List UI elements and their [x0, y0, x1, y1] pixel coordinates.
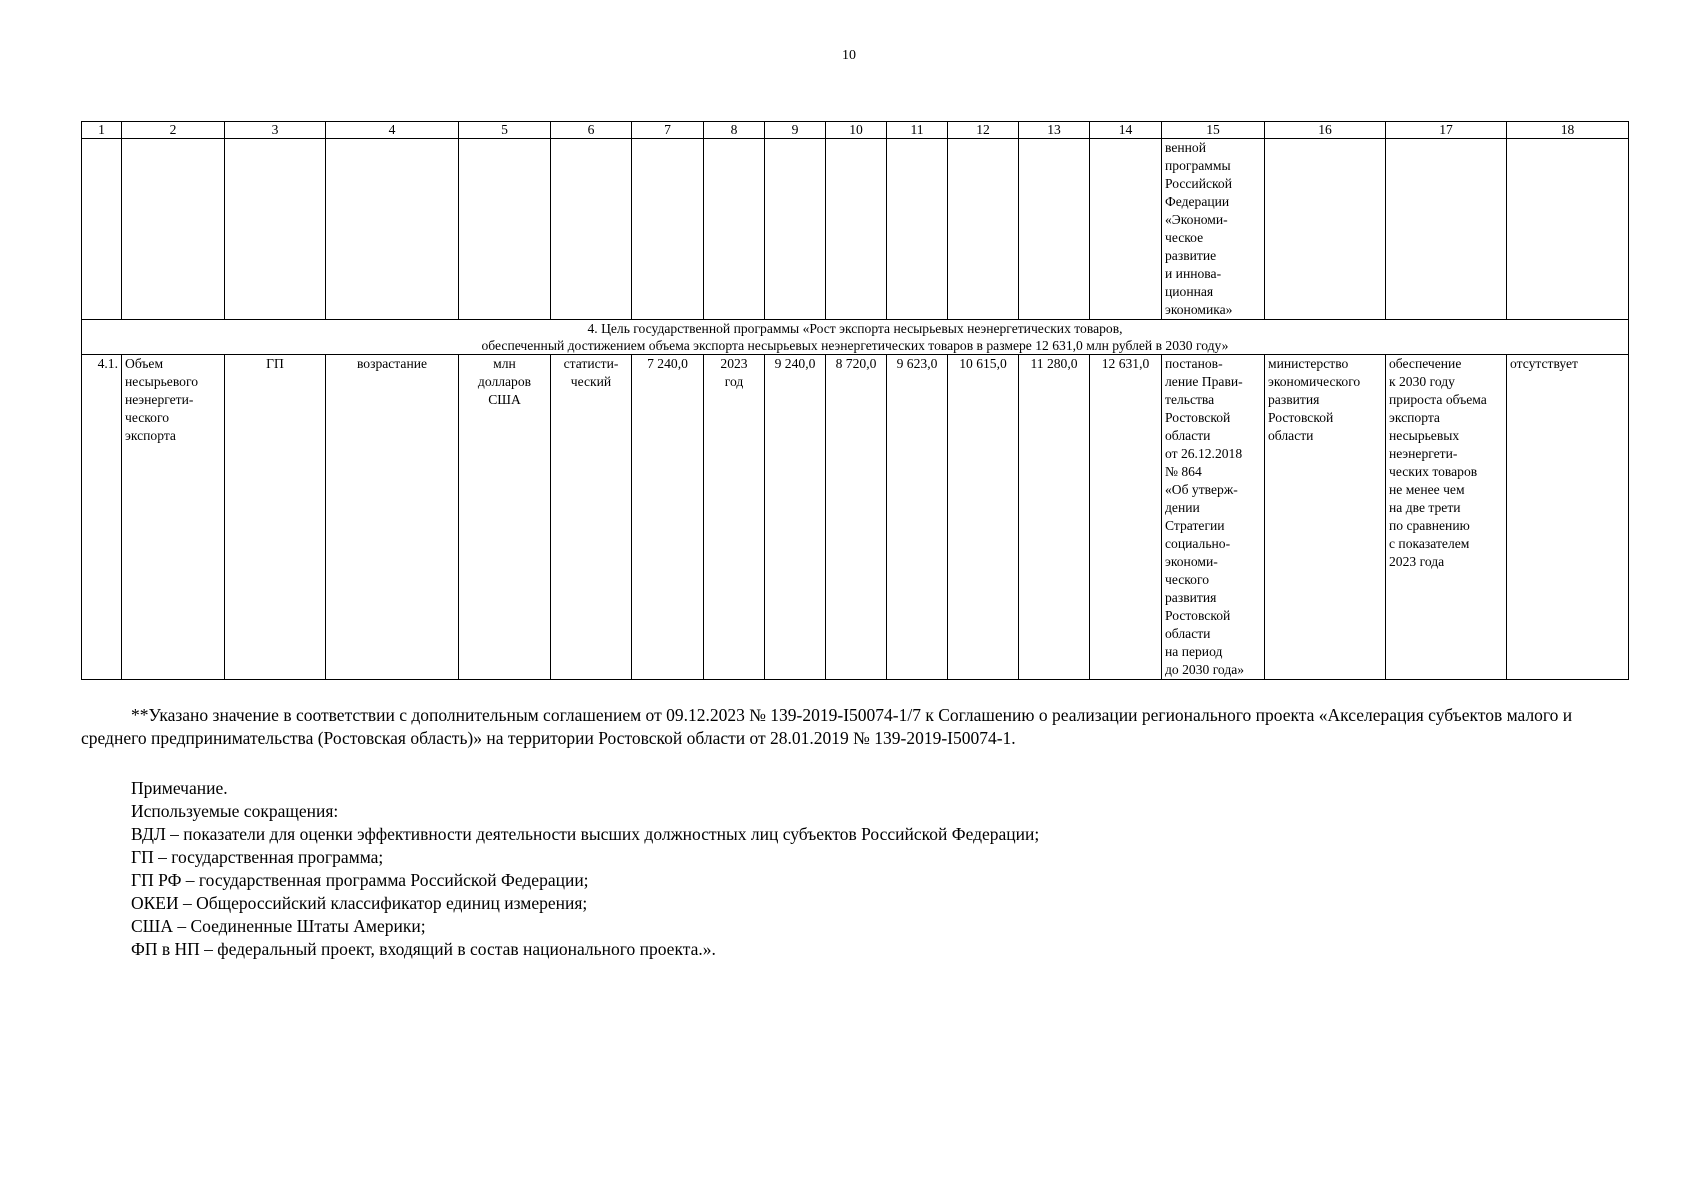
empty-cell [1090, 139, 1162, 320]
empty-cell [551, 139, 632, 320]
value-2025: 9 240,0 [765, 355, 826, 680]
empty-cell [632, 139, 704, 320]
empty-cell [459, 139, 551, 320]
responsible-body: министерство экономического развития Ростовской области [1265, 355, 1386, 680]
base-year: 2023 год [704, 355, 765, 680]
indicator-level: ГП [225, 355, 326, 680]
col-number: 2 [122, 122, 225, 139]
continuation-row [82, 139, 1629, 320]
empty-cell [122, 139, 225, 320]
col-number: 12 [948, 122, 1019, 139]
indicators-table [81, 121, 1629, 680]
information-system: отсутствует [1507, 355, 1629, 680]
col-number: 8 [704, 122, 765, 139]
value-2028: 10 615,0 [948, 355, 1019, 680]
empty-cell [82, 139, 122, 320]
abbreviation-item: ОКЕИ – Общероссийский классификатор единиц измерения; [131, 893, 588, 913]
col-number: 7 [632, 122, 704, 139]
notes-section [81, 777, 1671, 961]
indicator-type: статисти- ческий [551, 355, 632, 680]
empty-cell [1386, 139, 1507, 320]
value-2030: 12 631,0 [1090, 355, 1162, 680]
indicator-name: Объем несырьевого неэнергети- ческого экспорта [122, 355, 225, 680]
document-continuation-cell: венной программы Российской Федерации «Экономи- ческое развитие и иннова- ционная экономика» [1162, 139, 1265, 320]
notes-subtitle: Используемые сокращения: [131, 801, 339, 821]
empty-cell [704, 139, 765, 320]
empty-cell [1265, 139, 1386, 320]
col-number: 1 [82, 122, 122, 139]
column-number-row [82, 122, 1629, 139]
col-number: 17 [1386, 122, 1507, 139]
abbreviation-item: США – Соединенные Штаты Америки; [131, 916, 426, 936]
col-number: 10 [826, 122, 887, 139]
value-2026: 8 720,0 [826, 355, 887, 680]
empty-cell [826, 139, 887, 320]
col-number: 14 [1090, 122, 1162, 139]
col-number: 3 [225, 122, 326, 139]
goal-text: 4. Цель государственной программы «Рост экспорта несырьевых неэнергетических товаров, обеспеченный достижением объема экспорта несырьевых неэнергетических товаров в размере 12 631,0 млн рублей в 2030 году» [82, 320, 1629, 355]
notes-title: Примечание. [131, 778, 228, 798]
related-goal: обеспечение к 2030 году прироста объема экспорта несырьевых неэнергети- ческих товаров не менее чем на две трети по сравнению с показателем 2023 года [1386, 355, 1507, 680]
abbreviation-item: ГП РФ – государственная программа Российской Федерации; [131, 870, 589, 890]
supporting-document: постанов- ление Прави- тельства Ростовской области от 26.12.2018 № 864 «Об утверж- дении Стратегии социально- экономи- ческого развития Ростовской области на период до 2030 года» [1162, 355, 1265, 680]
col-number: 6 [551, 122, 632, 139]
col-number: 13 [1019, 122, 1090, 139]
abbreviation-item: ГП – государственная программа; [131, 847, 384, 867]
value-2029: 11 280,0 [1019, 355, 1090, 680]
col-number: 11 [887, 122, 948, 139]
empty-cell [326, 139, 459, 320]
abbreviation-item: ФП в НП – федеральный проект, входящий в состав национального проекта.». [131, 939, 716, 959]
page-number: 10 [842, 48, 856, 63]
empty-cell [887, 139, 948, 320]
value-2027: 9 623,0 [887, 355, 948, 680]
col-number: 18 [1507, 122, 1629, 139]
goal-row [82, 320, 1629, 355]
footnote: **Указано значение в соответствии с дополнительным соглашением от 09.12.2023 № 139-2019-I50074-1/7 к Соглашению о реализации регионального проекта «Акселерация субъектов малого и среднего предпринимательства (Ростовская область)» на территории Ростовской области от 28.01.2019 № 139-2019-I50074-1. [81, 705, 1573, 748]
empty-cell [1507, 139, 1629, 320]
col-number: 9 [765, 122, 826, 139]
empty-cell [765, 139, 826, 320]
indicator-row [82, 355, 1629, 680]
indicator-trend: возрастание [326, 355, 459, 680]
col-number: 16 [1265, 122, 1386, 139]
empty-cell [1019, 139, 1090, 320]
base-value: 7 240,0 [632, 355, 704, 680]
indicator-number: 4.1. [82, 355, 122, 680]
empty-cell [225, 139, 326, 320]
col-number: 4 [326, 122, 459, 139]
col-number: 15 [1162, 122, 1265, 139]
empty-cell [948, 139, 1019, 320]
col-number: 5 [459, 122, 551, 139]
indicator-unit: млн долларов США [459, 355, 551, 680]
abbreviation-item: ВДЛ – показатели для оценки эффективности деятельности высших должностных лиц субъектов Российской Федерации; [131, 824, 1040, 844]
